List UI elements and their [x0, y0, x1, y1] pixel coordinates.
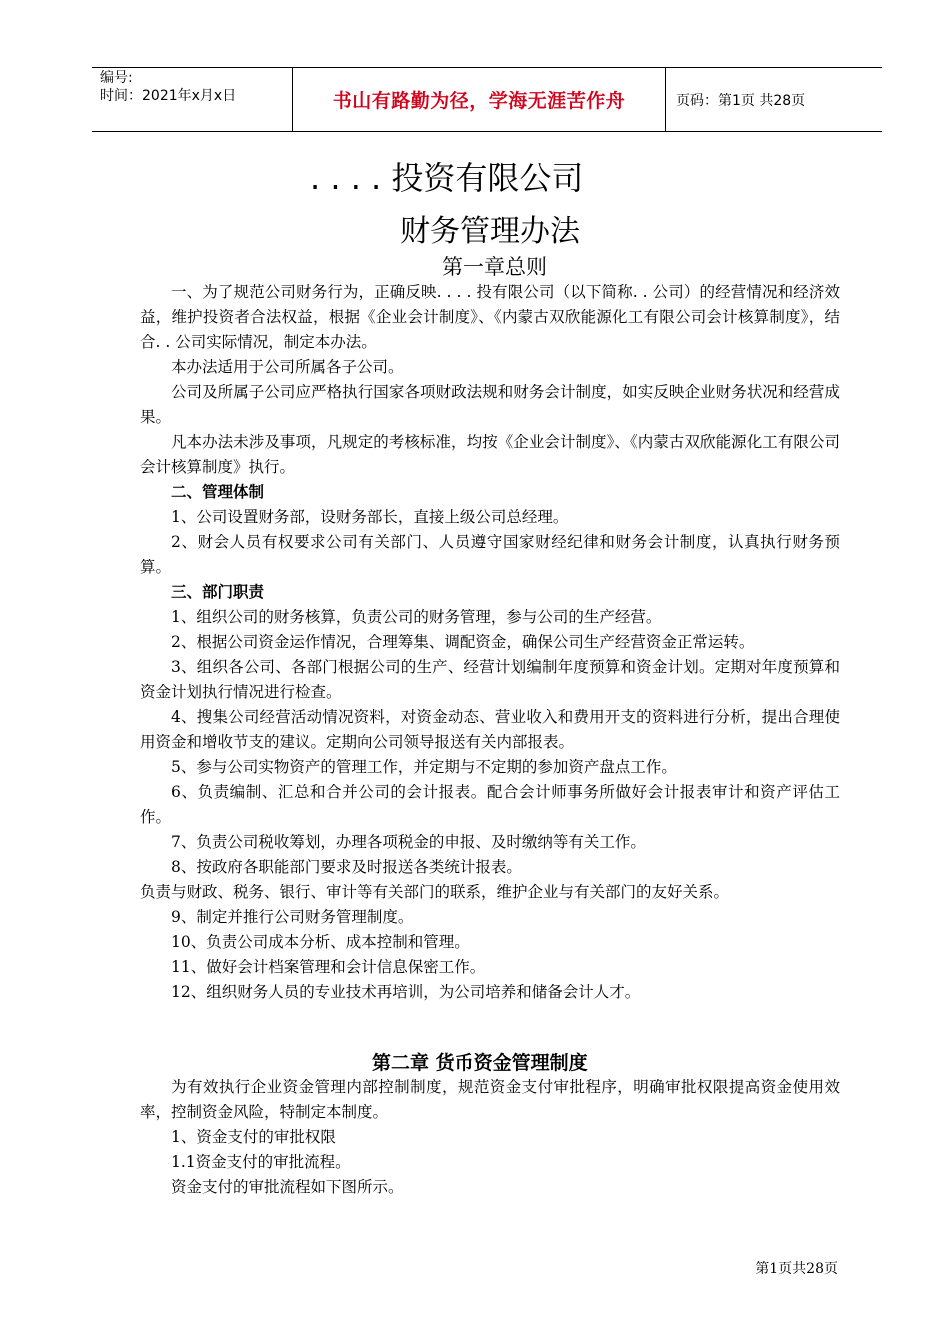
- paragraph: 本办法适用于公司所属各子公司。: [171, 358, 404, 376]
- paragraph: 1、组织公司的财务核算，负责公司的财务管理，参与公司的生产经营。: [171, 608, 662, 626]
- paragraph: 资金支付的审批流程如下图所示。: [171, 1178, 404, 1196]
- page-footer: 第1页共28页: [755, 1261, 838, 1277]
- paragraph: 1、资金支付的审批权限: [171, 1128, 336, 1146]
- chapter2-heading: 第二章 货币资金管理制度: [372, 1052, 588, 1074]
- paragraph: 9、制定并推行公司财务管理制度。: [171, 908, 414, 926]
- paragraph: 一、为了规范公司财务行为，正确反映. . . . 投有限公司（以下简称. . 公司）的经营情况和经济效益，维护投资者合法权益，根据《企业会计制度》、《内蒙古双欣能源化工有限公司会计核算制度》，结合. . 公司实际情况，制定本办法。: [140, 283, 840, 351]
- header-page-cell: [666, 68, 882, 131]
- paragraph: 2、财会人员有权要求公司有关部门、人员遵守国家财经纪律和财务会计制度，认真执行财务预算。: [140, 533, 840, 576]
- paragraph: 2、根据公司资金运作情况，合理筹集、调配资金，确保公司生产经营资金正常运转。: [171, 633, 755, 651]
- chapter1-heading: 第一章总则: [442, 255, 547, 279]
- number-label: 编号:: [100, 70, 133, 86]
- paragraph: 11、做好会计档案管理和会计信息保密工作。: [171, 958, 486, 976]
- page-header: [92, 67, 882, 132]
- company-title: . . . . 投资有限公司: [310, 159, 584, 197]
- paragraph: 负责与财政、税务、银行、审计等有关部门的联系，维护企业与有关部门的友好关系。: [140, 883, 730, 901]
- header-meta: [92, 68, 293, 131]
- motto: 书山有路勤为径，学海无涯苦作舟: [332, 90, 626, 112]
- paragraph: 1、公司设置财务部，设财务部长，直接上级公司总经理。: [171, 508, 569, 526]
- paragraph: 7、负责公司税收筹划，办理各项税金的申报、及时缴纳等有关工作。: [171, 833, 646, 851]
- document-title: 财务管理办法: [400, 214, 580, 249]
- paragraph: 10、负责公司成本分析、成本控制和管理。: [171, 933, 470, 951]
- section-heading-duties: 三、部门职责: [171, 583, 265, 601]
- paragraph: 4、搜集公司经营活动情况资料，对资金动态、营业收入和费用开支的资料进行分析，提出合理使用资金和增收节支的建议。定期向公司领导报送有关内部报表。: [140, 708, 840, 751]
- paragraph: 6、负责编制、汇总和合并公司的会计报表。配合会计师事务所做好会计报表审计和资产评估工作。: [140, 783, 840, 826]
- paragraph: 为有效执行企业资金管理内部控制制度，规范资金支付审批程序，明确审批权限提高资金使用效率，控制资金风险，特制定本制度。: [140, 1078, 840, 1121]
- chapter1-body: [140, 280, 840, 1005]
- paragraph: 1.1资金支付的审批流程。: [171, 1153, 351, 1171]
- page-code: 页码：第1页 共28页: [676, 92, 806, 109]
- time-label: 时间：2021年x月x日: [100, 88, 237, 104]
- paragraph: 3、组织各公司、各部门根据公司的生产、经营计划编制年度预算和资金计划。定期对年度预算和资金计划执行情况进行检查。: [140, 658, 840, 701]
- chapter2-body: [140, 1075, 840, 1200]
- paragraph: 12、组织财务人员的专业技术再培训，为公司培养和储备会计人才。: [171, 983, 641, 1001]
- paragraph: 8、按政府各职能部门要求及时报送各类统计报表。: [171, 858, 522, 876]
- paragraph: 5、参与公司实物资产的管理工作，并定期与不定期的参加资产盘点工作。: [171, 758, 677, 776]
- paragraph: 公司及所属子公司应严格执行国家各项财政法规和财务会计制度，如实反映企业财务状况和经营成果。: [140, 383, 840, 426]
- header-motto-cell: [293, 68, 666, 131]
- section-heading-management: 二、管理体制: [171, 483, 265, 501]
- paragraph: 凡本办法未涉及事项，凡规定的考核标准，均按《企业会计制度》、《内蒙古双欣能源化工有限公司会计核算制度》执行。: [140, 433, 840, 476]
